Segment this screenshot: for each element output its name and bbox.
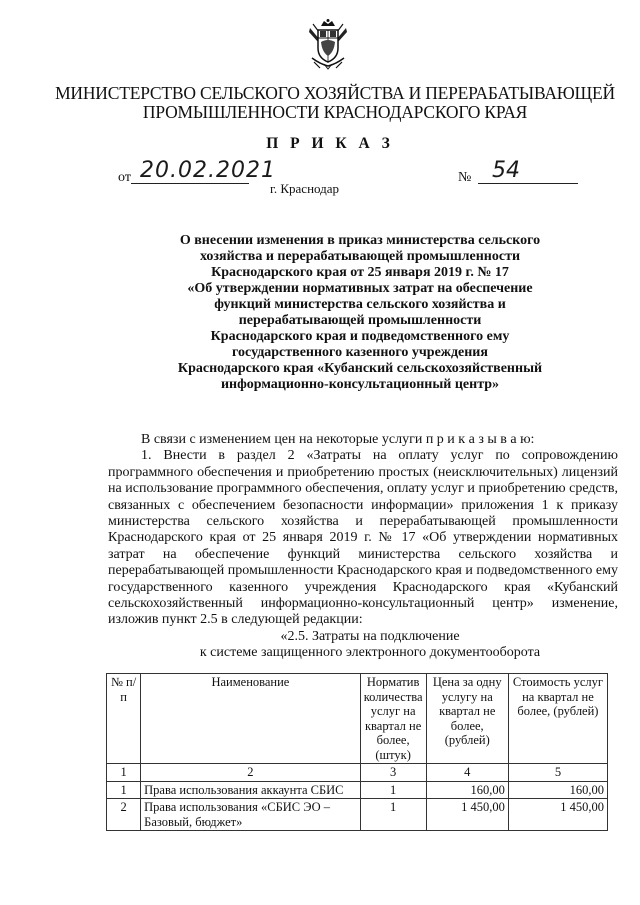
row-num: 2 <box>107 799 141 831</box>
row-price: 1 450,00 <box>426 799 508 831</box>
index-cell: 5 <box>508 764 607 782</box>
caption-line1: «2.5. Затраты на подключение <box>280 629 460 644</box>
index-cell: 4 <box>426 764 508 782</box>
ministry-name-line2: ПРОМЫШЛЕННОСТИ КРАСНОДАРСКОГО КРАЯ <box>142 102 528 122</box>
row-num: 1 <box>107 781 141 799</box>
heading-line: Краснодарского края «Кубанский сельскохозяйственный <box>177 361 543 376</box>
heading-line: перерабатывающей промышленности <box>238 313 482 328</box>
heading-line: хозяйства и перерабатывающей промышленности <box>199 249 521 264</box>
index-cell: 2 <box>141 764 361 782</box>
section-caption <box>140 629 600 662</box>
row-cost: 1 450,00 <box>508 799 607 831</box>
heading-line: Краснодарского края от 25 января 2019 г. № 17 <box>211 265 509 280</box>
row-price: 160,00 <box>426 781 508 799</box>
heading-line: государственного казенного учреждения <box>232 345 488 360</box>
row-qty: 1 <box>360 799 426 831</box>
row-qty: 1 <box>360 781 426 799</box>
handwritten-date: 20.02.2021 <box>140 158 276 183</box>
krasnodar-coat-of-arms-icon <box>306 18 350 70</box>
table-header-row <box>107 674 608 764</box>
table-row <box>107 781 608 799</box>
heading-line: «Об утверждении нормативных затрат на обеспечение <box>187 281 533 296</box>
row-name: Права использования «СБИС ЭО – Базовый, бюджет» <box>141 799 361 831</box>
caption-line2: к системе защищенного электронного документооборота <box>199 645 541 661</box>
heading-line: информационно-консультационный центр» <box>220 377 500 392</box>
city-label: г. Краснодар <box>270 181 340 196</box>
order-body <box>108 432 618 629</box>
ministry-name <box>40 84 630 122</box>
intro-paragraph: В связи с изменением цен на некоторые услуги п р и к а з ы в а ю: <box>141 432 535 447</box>
table-index-row <box>107 764 608 782</box>
row-cost: 160,00 <box>508 781 607 799</box>
index-cell: 1 <box>107 764 141 782</box>
table-row <box>107 799 608 831</box>
index-cell: 3 <box>360 764 426 782</box>
header-price: Цена за одну услугу на квартал не более, (рублей) <box>426 674 508 764</box>
header-num: № п/п <box>107 674 141 764</box>
heading-line: функций министерства сельского хозяйства и <box>214 297 506 312</box>
row-name: Права использования аккаунта СБИС <box>141 781 361 799</box>
number-prefix: № <box>458 170 472 185</box>
header-name: Наименование <box>141 674 361 764</box>
handwritten-number: 54 <box>492 158 520 183</box>
costs-table <box>106 673 608 831</box>
heading-line: Краснодарского края и подведомственного ему <box>210 329 510 344</box>
header-norm: Норматив количества услуг на квартал не более, (штук) <box>360 674 426 764</box>
date-prefix: от <box>118 170 131 185</box>
item-1-paragraph: 1. Внести в раздел 2 «Затраты на оплату услуг по сопровождению программного обеспечения и приобретению простых (неисключительных) лицензий на использование программного обеспечения, оплату услуг и приобретению средств, связанных с обеспечением безопасности информации» приложения 1 к приказу министерства сельского хозяйства и перерабатывающей промышленности Краснодарского края от 25 января 2019 г. № 17 «Об утверждении нормативных затрат на обеспечение функций министерства сельского хозяйства и перерабатывающей промышленности Краснодарского края и подведомственного ему государственного казенного учреждения Краснодарского края «Кубанский сельскохозяйственный информационно-консультационный центр» изменение, изложив пункт 2.5 в следующей редакции: <box>108 448 618 628</box>
heading-line: О внесении изменения в приказ министерства сельского <box>179 233 541 248</box>
ministry-name-line1: МИНИСТЕРСТВО СЕЛЬСКОГО ХОЗЯЙСТВА И ПЕРЕРАБАТЫВАЮЩЕЙ <box>55 83 615 103</box>
order-heading <box>130 233 590 393</box>
document-type-title: П Р И К А З <box>266 135 394 152</box>
header-cost: Стоимость услуг на квартал не более, (рублей) <box>508 674 607 764</box>
